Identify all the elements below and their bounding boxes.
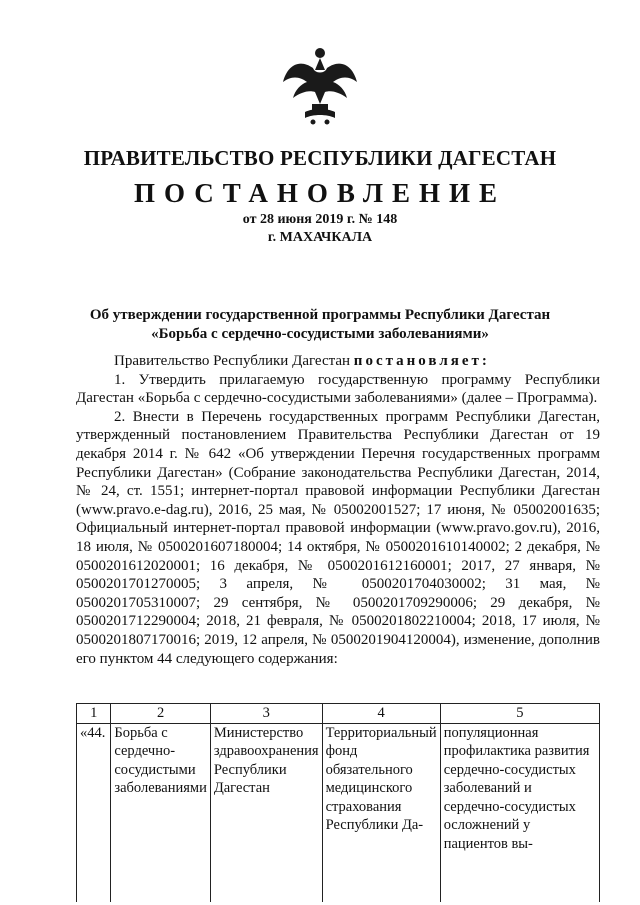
decree-city: г. МАХАЧКАЛА — [267, 230, 373, 245]
intro-paragraph — [76, 352, 600, 371]
table-header-cell: 4 — [322, 704, 440, 724]
table-cell-program: Борьба с сердечно-сосудистыми заболеваниями — [111, 723, 210, 902]
item-1-paragraph: 1. Утвердить прилагаемую государственную программу Республики Дагестан «Борьба с сердечно-сосудистыми заболеваниями» (далее – Программа). — [76, 371, 600, 407]
intro-text: Правительство Республики Дагестан — [114, 353, 351, 369]
subject-line-2: «Борьба с сердечно-сосудистыми заболеваниями» — [151, 326, 489, 342]
decree-date-number: от 28 июня 2019 г. № 148 — [242, 212, 398, 227]
table-cell-number: «44. — [77, 723, 111, 902]
table-header-cell: 2 — [111, 704, 210, 724]
table-cell-executor: Министерство здравоохранения Республики Дагестан — [210, 723, 322, 902]
table-cell-goals: популяционная профилактика развития сердечно-сосудистых заболеваний и сердечно-сосудистых осложнений у пациентов вы- — [440, 723, 599, 902]
table-header-cell: 3 — [210, 704, 322, 724]
item-2-paragraph: 2. Внести в Перечень государственных программ Республики Дагестан, утвержденный постановлением Правительства Республики Дагестан от 19 декабря 2014 г. № 642 «Об утверждении Перечня государственных программ Республики Дагестан» (Собрание законодательства Республики Дагестан, 2014, № 24, ст. 1551; интернет-портал правовой информации Республики Дагестан (www.pravo.e-dag.ru), 2016, 25 мая, № 05002001527; 17 июня, № 05002001635; Официальный интернет-портал правовой информации (www.pravo.gov.ru), 2016, 18 июля, № 0500201607180004; 14 октября, № 0500201610140002; 2 декабря, № 0500201612020001; 16 декабря, № 0500201612160001; 2017, 27 января, № 0500201701270005; 3 апреля, № 0500201704030002; 31 мая, № 0500201705310007; 29 сентября, № 0500201709290006; 29 декабря, № 0500201712290004; 2018, 21 февраля, № 0500201802210004; 2018, 17 июля, № 0500201807170016; 2019, 12 апреля, № 0500201904120004), изменение, дополнив его пунктом 44 следующего содержания: — [76, 408, 600, 667]
coat-of-arms-emblem — [279, 44, 361, 126]
intro-verb: постановляет: — [353, 353, 490, 369]
table-header-cell: 5 — [440, 704, 599, 724]
table-header-row — [77, 704, 600, 724]
subject-line-1: Об утверждении государственной программы Республики Дагестан — [89, 307, 551, 323]
government-title: ПРАВИТЕЛЬСТВО РЕСПУБЛИКИ ДАГЕСТАН — [83, 146, 557, 170]
decree-body — [76, 352, 600, 668]
table-row — [77, 723, 600, 902]
programs-table — [76, 703, 600, 902]
document-type: ПОСТАНОВЛЕНИЕ — [133, 178, 507, 208]
table-cell-coexecutor: Территориальный фонд обязательного медицинского страхования Республики Да- — [322, 723, 440, 902]
table-header-cell: 1 — [77, 704, 111, 724]
decree-subject — [60, 306, 580, 344]
